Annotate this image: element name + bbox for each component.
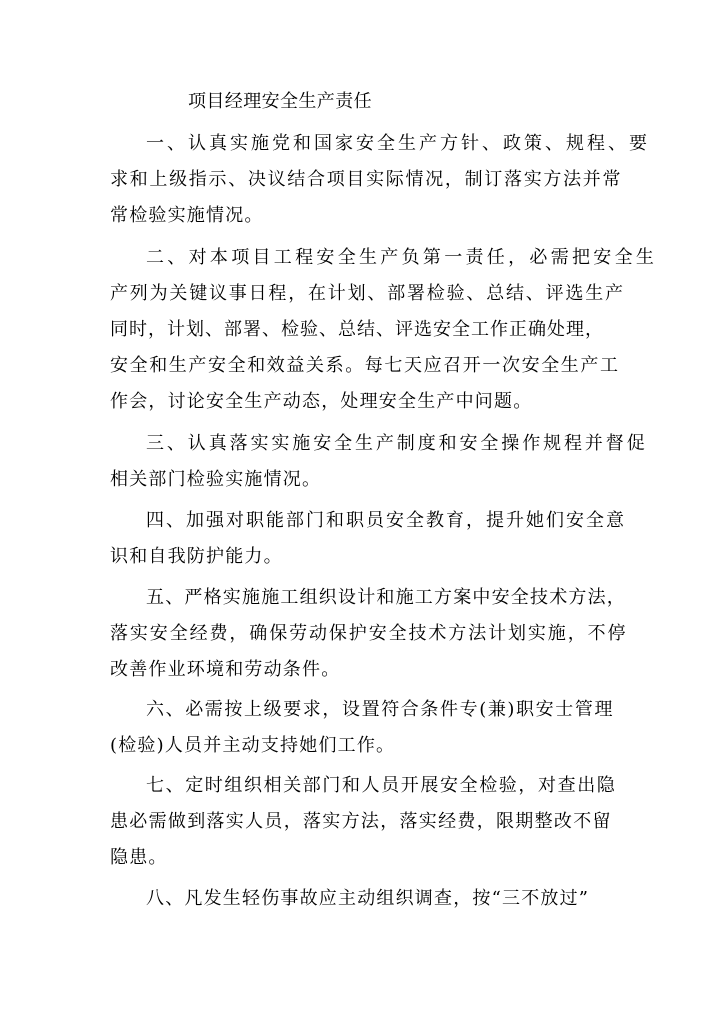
paragraph-line: 三、认真落实实施安全生产制度和安全操作规程并督促 bbox=[146, 433, 648, 454]
paragraph-line: 二、对本项目工程安全生产负第一责任，必需把安全生 bbox=[146, 247, 658, 268]
paragraph-line: 相关部门检验实施情况。 bbox=[110, 469, 322, 490]
paragraph-5 bbox=[110, 580, 630, 688]
paragraph-2 bbox=[110, 240, 658, 420]
paragraph-line: 患必需做到落实人员，落实方法，落实经费，限期整改不留 bbox=[110, 811, 612, 832]
paragraph-line: 产列为关键议事日程，在计划、部署检验、总结、评选生产 bbox=[110, 283, 625, 304]
paragraph-6 bbox=[110, 692, 630, 764]
paragraph-8 bbox=[110, 881, 630, 917]
paragraph-line: 同时，计划、部署、检验、总结、评选安全工作正确处理， bbox=[110, 319, 604, 340]
paragraph-1 bbox=[110, 126, 650, 234]
paragraph-7 bbox=[110, 768, 630, 876]
paragraph-line: 改善作业环境和劳动条件。 bbox=[110, 659, 341, 680]
paragraph-line: 五、严格实施施工组织设计和施工方案中安全技术方法， bbox=[146, 587, 626, 608]
paragraph-line: 作会，讨论安全生产动态，处理安全生产中问题。 bbox=[110, 391, 533, 412]
paragraph-line: 七、定时组织相关部门和人员开展安全检验，对查出隐 bbox=[146, 775, 617, 796]
paragraph-line: 安全和生产安全和效益关系。每七天应召开一次安全生产工 bbox=[110, 355, 620, 376]
paragraph-line: 四、加强对职能部门和职员安全教育，提升她们安全意 bbox=[146, 510, 626, 531]
paragraph-line: 六、必需按上级要求，设置符合条件专(兼)职安士管理 bbox=[146, 699, 615, 720]
paragraph-line: 隐患。 bbox=[110, 847, 168, 868]
paragraph-line: 求和上级指示、决议结合项目实际情况，制订落实方法并常 bbox=[110, 169, 623, 190]
paragraph-line: (检验)人员并主动支持她们工作。 bbox=[110, 735, 396, 756]
paragraph-line: 落实安全经费，确保劳动保护安全技术方法计划实施，不停 bbox=[110, 623, 628, 644]
paragraph-line: 一、认真实施党和国家安全生产方针、政策、规程、要 bbox=[146, 133, 650, 154]
paragraph-line: 识和自我防护能力。 bbox=[110, 546, 283, 567]
paragraph-3 bbox=[110, 426, 648, 498]
paragraph-line: 常检验实施情况。 bbox=[110, 205, 264, 226]
paragraph-line: 八、凡发生轻伤事故应主动组织调查，按“三不放过” bbox=[146, 888, 590, 909]
document-title: 项目经理安全生产责任 bbox=[188, 91, 372, 112]
paragraph-4 bbox=[110, 503, 630, 575]
